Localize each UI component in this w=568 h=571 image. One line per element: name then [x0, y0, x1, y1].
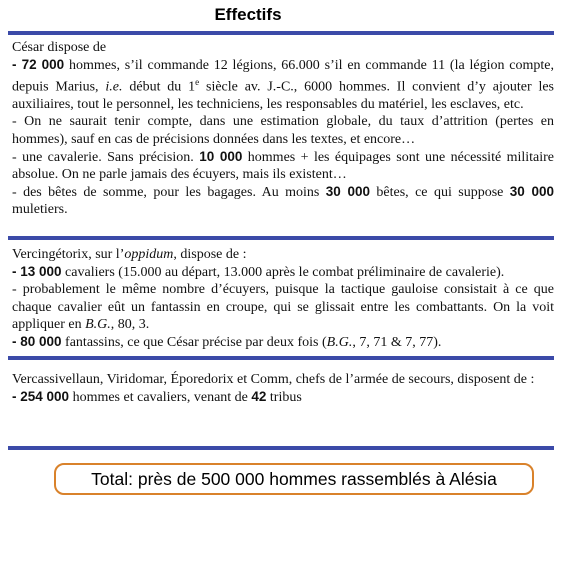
page-title: Effectifs [214, 5, 282, 24]
cesar-legions-line: - 72 000 hommes, s’il commande 12 légions, 66.000 s’il en commande 11 (la légion compte, depuis Marius, i.e. début du 1e siècle av. J.-C., 6000 hommes. Il convient d’y ajouter les auxiliaires, tout le personnel, les techniciens, les responsables du matériel, les esclaves, etc. [12, 57, 555, 113]
vercingetorix-cavalry-count: 13 000 [20, 264, 62, 280]
cesar-cavalry-line: - une cavalerie. Sans précision. 10 000 hommes + les équipages sont une nécessité militaire absolue. On ne parle jamais des écuyers, mais ils existent… [12, 148, 555, 183]
cesar-legions-count: 72 000 [21, 57, 65, 73]
divider-bottom [8, 446, 554, 450]
total-box: Total: près de 500 000 hommes rassemblés à Alésia [54, 463, 534, 495]
vercingetorix-infantry-count: 80 000 [20, 334, 62, 350]
divider-top [8, 31, 554, 35]
secours-army-count: 254 000 [20, 389, 70, 405]
vercingetorix-cavalry-line: - 13 000 cavaliers (15.000 au départ, 13.000 après le combat préliminaire de cavalerie). [12, 264, 505, 281]
cesar-cavalry-count: 10 000 [199, 148, 243, 164]
cesar-intro: César dispose de [12, 40, 107, 55]
vercingetorix-squires-line: - probablement le même nombre d’écuyers, puisque la tactique gauloise consistait à ce que chaque cavalier eût un fantassin en croupe, qui se glissait entre les combattants. On la voit appliquer en B.G., 80, 3. [12, 282, 554, 332]
secours-section [12, 371, 554, 406]
vercingetorix-infantry-line: - 80 000 fantassins, ce que César précise par deux fois (B.G., 7, 71 & 7, 77). [12, 334, 442, 351]
vercingetorix-section [12, 246, 554, 351]
secours-tribes-count: 42 [251, 389, 267, 405]
cesar-beasts-line: - des bêtes de somme, pour les bagages. Au moins 30 000 bêtes, ce qui suppose 30 000 muletiers. [12, 184, 554, 218]
vercingetorix-intro: Vercingétorix, sur l’oppidum, dispose de : [12, 247, 247, 262]
secours-intro: Vercassivellaun, Viridomar, Époredorix et Comm, chefs de l’armée de secours, disposent de : [12, 372, 535, 387]
cesar-attrition-line: - On ne saurait tenir compte, dans une estimation globale, du taux d’attrition (pertes en hommes), sauf en cas de précisions données dans les textes, et encore… [12, 114, 554, 147]
cesar-beasts-count: 30 000 [325, 184, 370, 200]
divider-1 [8, 236, 554, 240]
cesar-section [12, 39, 554, 219]
cesar-muleteers-count: 30 000 [509, 184, 554, 200]
divider-2 [8, 356, 554, 360]
secours-army-line: - 254 000 hommes et cavaliers, venant de 42 tribus [12, 389, 302, 406]
